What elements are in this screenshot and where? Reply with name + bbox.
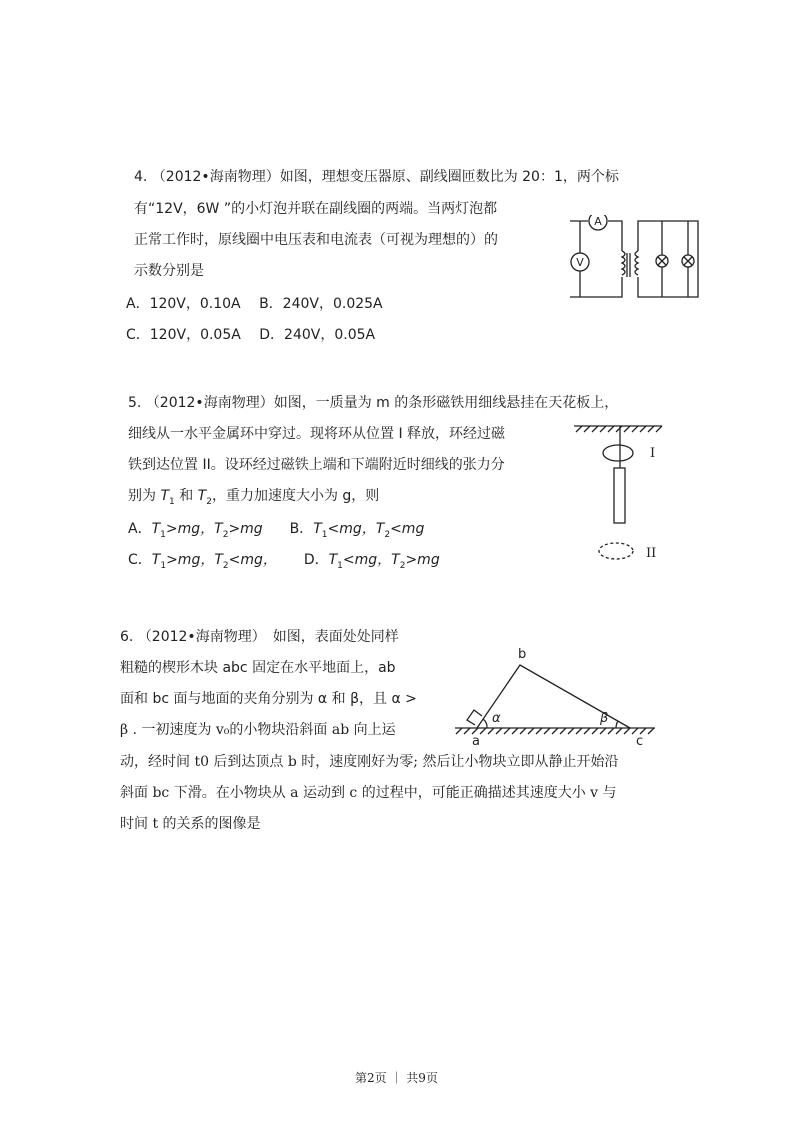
subscript: 1 [160,529,166,540]
subscript: 1 [160,560,167,571]
subscript: 1 [169,496,175,507]
subscript: 2 [399,560,406,571]
page-footer: 第2页 ｜ 共9页 [355,1071,438,1085]
relation: >mg [405,552,440,568]
vertex-a-label: a [472,734,480,749]
t-symbol: T [375,521,385,537]
q5-line-3: 铁到达位置 II。设环经过磁铁上端和下端附近时细线的张力分 [128,457,505,473]
option-label: C． [128,552,152,568]
voltmeter-label: V [576,256,584,269]
q6-line-4: β . 一初速度为 v₀的小物块沿斜面 ab 向上运 [120,722,396,738]
relation: >mg， [165,521,215,537]
q4-options-cd: C．120V，0.05A D．240V，0.05A [126,327,376,343]
wedge-diagram [450,640,665,750]
q6-line-1: 6. （2012•海南物理） 如图，表面处处同样 [120,629,399,645]
relation: <mg， [228,552,277,568]
q6-line-5: 动，经时间 t0 后到达顶点 b 时，速度刚好为零; 然后让小物块立即从静止开始沿 [120,754,619,770]
subscript: 2 [222,560,229,571]
subscript: 2 [206,496,212,507]
q5-line-2: 细线从一水平金属环中穿过。现将环从位置 I 释放，环经过磁 [128,426,506,442]
t2-symbol: T [197,488,207,504]
q6-line-7: 时间 t 的关系的图像是 [120,816,261,832]
t-symbol: T [214,552,223,568]
q5-line-4 [128,487,379,511]
magnet-ring-diagram [568,420,668,570]
transformer-circuit-diagram [560,215,710,305]
t-symbol: T [313,521,322,537]
t-symbol: T [151,552,161,568]
relation: >mg， [166,552,215,568]
relation: <mg， [327,521,376,537]
text: 和 [174,488,198,504]
q5-options-cd [128,551,440,575]
option-label: B． [289,521,314,537]
text: 别为 [128,488,161,504]
vertex-c-label: c [636,734,644,749]
angle-alpha-label: α [492,711,501,726]
t-symbol: T [214,521,223,537]
q6-line-2: 粗糙的楔形木块 abc 固定在水平地面上，ab [120,660,396,676]
subscript: 1 [321,529,328,540]
t-symbol: T [328,552,338,568]
q4-line-1: 4. （2012•海南物理）如图，理想变压器原、副线圈匝数比为 20：1，两个标 [134,169,619,185]
ammeter-label: A [594,215,602,228]
vertex-b-label: b [518,647,527,662]
subscript: 2 [384,529,391,540]
t1-symbol: T [160,488,170,504]
q4-line-3: 正常工作时，原线圈中电压表和电流表（可视为理想的）的 [134,232,498,248]
option-label: D． [303,552,329,568]
position-ii-label: II [646,546,657,561]
q4-line-2: 有“12V，6W ”的小灯泡并联在副线圈的两端。当两灯泡都 [134,201,498,217]
subscript: 2 [222,529,229,540]
position-i-label: I [650,446,656,461]
q4-line-4: 示数分别是 [134,263,204,279]
q6-line-3: 面和 bc 面与地面的夹角分别为 α 和 β，且 α > [120,691,417,707]
relation: <mg [390,521,425,537]
q5-options-ab [128,520,424,544]
q4-options-ab: A．120V，0.10A B．240V，0.025A [126,296,383,312]
q6-line-6: 斜面 bc 下滑。在小物块从 a 运动到 c 的过程中，可能正确描述其速度大小 v 与 [120,785,617,801]
relation: <mg， [342,552,392,568]
text: ，重力加速度大小为 g，则 [211,488,380,504]
subscript: 1 [337,560,343,571]
t-symbol: T [391,552,400,568]
option-label: A． [128,521,152,537]
q5-line-1: 5. （2012•海南物理）如图，一质量为 m 的条形磁铁用细线悬挂在天花板上， [128,395,619,411]
relation: >mg [228,521,263,537]
angle-beta-label: β [600,711,609,726]
t-symbol: T [151,521,161,537]
